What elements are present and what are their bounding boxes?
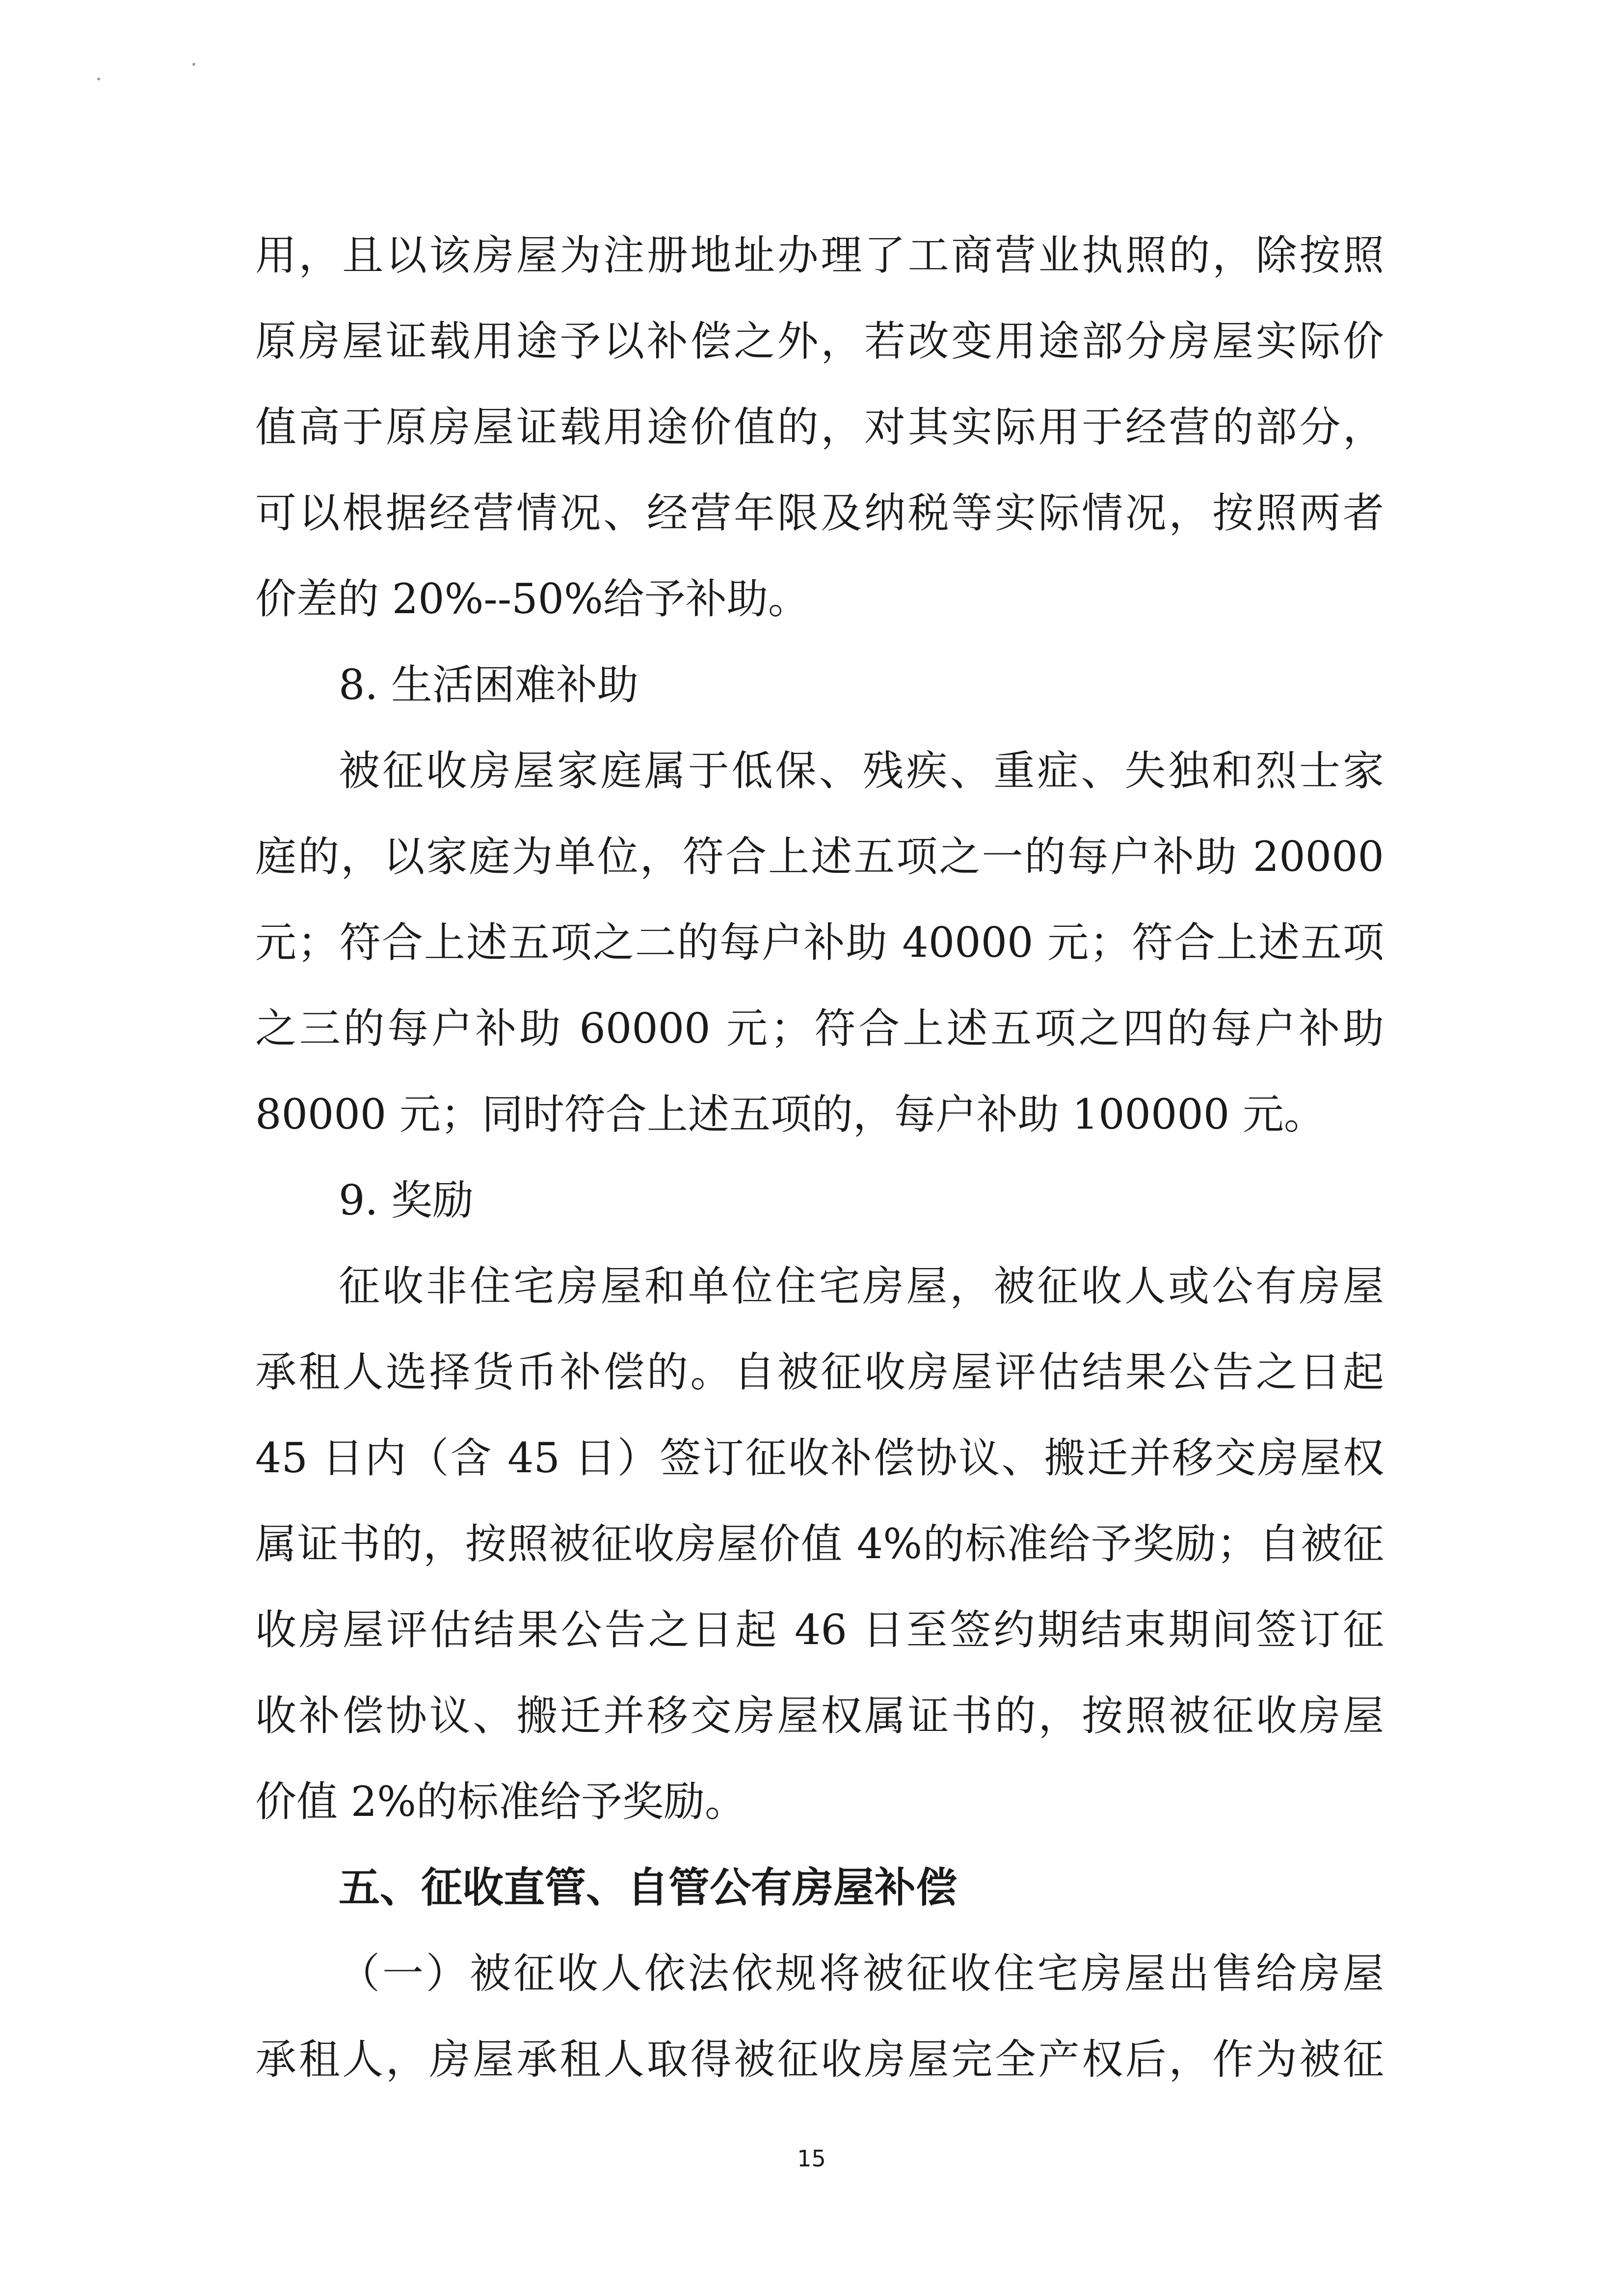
body-line: 庭的，以家庭为单位，符合上述五项之一的每户补助 20000 <box>255 833 1384 881</box>
body-line: 承租人，房屋承租人取得被征收房屋完全产权后，作为被征 <box>255 2035 1384 2083</box>
body-line: 之三的每户补助 60000 元；符合上述五项之四的每户补助 <box>255 1004 1384 1053</box>
body-line: 80000 元；同时符合上述五项的，每户补助 100000 元。 <box>255 1090 1325 1138</box>
body-line: 征收非住宅房屋和单位住宅房屋，被征收人或公有房屋 <box>339 1262 1384 1310</box>
chapter-heading-5: 五、征收直管、自管公有房屋补偿 <box>339 1864 958 1912</box>
body-line: 元；符合上述五项之二的每户补助 40000 元；符合上述五项 <box>255 918 1384 967</box>
section-heading-9: 9. 奖励 <box>339 1176 474 1224</box>
body-line: （一）被征收人依法依规将被征收住宅房屋出售给房屋 <box>339 1949 1384 1998</box>
scan-speck <box>97 78 100 81</box>
body-line: 被征收房屋家庭属于低保、残疾、重症、失独和烈士家 <box>339 747 1384 795</box>
body-line: 原房屋证载用途予以补偿之外，若改变用途部分房屋实际价 <box>255 317 1384 365</box>
body-line: 可以根据经营情况、经营年限及纳税等实际情况，按照两者 <box>255 489 1384 537</box>
body-line: 收补偿协议、搬迁并移交房屋权属证书的，按照被征收房屋 <box>255 1692 1384 1740</box>
body-line: 用，且以该房屋为注册地址办理了工商营业执照的，除按照 <box>255 231 1384 279</box>
body-line: 属证书的，按照被征收房屋价值 4%的标准给予奖励；自被征 <box>255 1520 1384 1568</box>
section-heading-8: 8. 生活困难补助 <box>339 661 639 709</box>
body-line: 承租人选择货币补偿的。自被征收房屋评估结果公告之日起 <box>255 1348 1384 1396</box>
body-line: 45 日内（含 45 日）签订征收补偿协议、搬迁并移交房屋权 <box>255 1434 1384 1482</box>
body-line: 价差的 20%--50%给予补助。 <box>255 575 809 623</box>
scan-speck <box>192 63 195 66</box>
page-number: 15 <box>797 2145 826 2172</box>
body-line: 收房屋评估结果公告之日起 46 日至签约期结束期间签订征 <box>255 1606 1384 1654</box>
body-line: 值高于原房屋证载用途价值的，对其实际用于经营的部分， <box>255 403 1384 451</box>
body-line: 价值 2%的标准给予奖励。 <box>255 1778 746 1826</box>
